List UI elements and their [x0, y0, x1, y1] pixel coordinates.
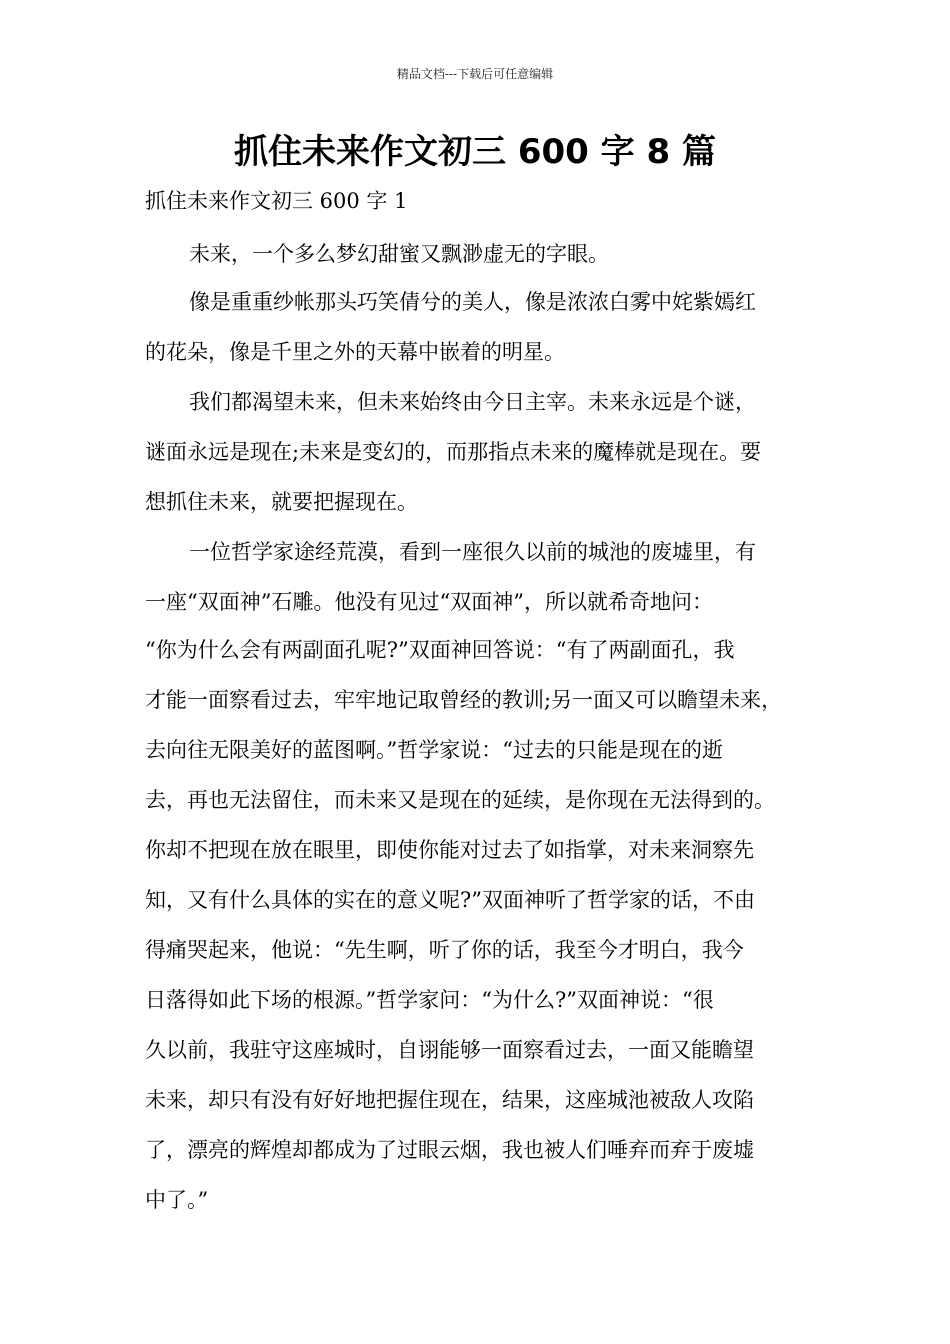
section-title: 抓住未来作文初三 600 字 1: [145, 189, 408, 213]
paragraph-line: 想抓住未来，就要把握现在。: [145, 490, 418, 514]
paragraph-line: 未来，一个多么梦幻甜蜜又飘渺虚无的字眼。: [189, 242, 609, 266]
paragraph-line: 去向往无限美好的蓝图啊。”哲学家说：“过去的只能是现在的逝: [145, 738, 723, 762]
paragraph-line: 未来，却只有没有好好地把握住现在，结果，这座城池被敌人攻陷: [145, 1088, 754, 1112]
paragraph-line: 知，又有什么具体的实在的意义呢?”双面神听了哲学家的话，不由: [145, 888, 755, 912]
document-title: 抓住未来作文初三 600 字 8 篇: [234, 132, 716, 172]
header-note: 精品文档---下载后可任意编辑: [396, 67, 554, 81]
paragraph-line: 像是重重纱帐那头巧笑倩兮的美人，像是浓浓白雾中姹紫嫣红: [189, 290, 756, 314]
paragraph-line: 日落得如此下场的根源。”哲学家问：“为什么?”双面神说：“很: [145, 988, 714, 1012]
paragraph-line: 得痛哭起来，他说：“先生啊，听了你的话，我至今才明白，我今: [145, 938, 744, 962]
paragraph-line: 了，漂亮的辉煌却都成为了过眼云烟，我也被人们唾弃而弃于废墟: [145, 1138, 754, 1162]
paragraph-line: “你为什么会有两副面孔呢?”双面神回答说：“有了两副面孔，我: [145, 638, 735, 662]
paragraph-line: 谜面永远是现在;未来是变幻的，而那指点未来的魔棒就是现在。要: [145, 440, 762, 464]
paragraph-line: 才能一面察看过去，牢牢地记取曾经的教训;另一面又可以瞻望未来，: [145, 688, 783, 712]
paragraph-line: 一位哲学家途经荒漠，看到一座很久以前的城池的废墟里，有: [189, 540, 756, 564]
paragraph-line: 中了。”: [145, 1188, 209, 1212]
paragraph-line: 一座“双面神”石雕。他没有见过“双面神”，所以就希奇地问：: [145, 590, 713, 614]
paragraph-line: 去，再也无法留住，而未来又是现在的延续，是你现在无法得到的。: [145, 788, 775, 812]
paragraph-line: 你却不把现在放在眼里，即使你能对过去了如指掌，对未来洞察先: [145, 838, 754, 862]
paragraph-line: 我们都渴望未来，但未来始终由今日主宰。未来永远是个谜，: [189, 390, 756, 414]
paragraph-line: 久以前，我驻守这座城时，自诩能够一面察看过去，一面又能瞻望: [145, 1038, 754, 1062]
paragraph-line: 的花朵，像是千里之外的天幕中嵌着的明星。: [145, 340, 565, 364]
